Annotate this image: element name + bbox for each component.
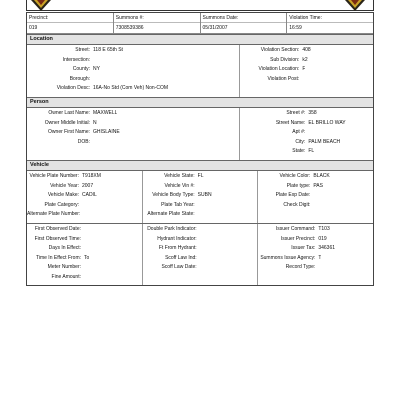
location-right-col — [240, 45, 373, 97]
location-field: Violation Location: F — [258, 66, 306, 73]
person-right-col — [240, 108, 373, 160]
summons-date-cell — [201, 13, 288, 33]
vehicle-field: Alternate Plate State: — [147, 211, 195, 218]
person-field: Street Name: EL BRILLO WAY — [275, 119, 346, 126]
precinct-label: Precinct: — [27, 13, 113, 23]
vehicle-field: Vehicle Body Type: SUBN — [152, 192, 212, 199]
vehicle-field: Plate Tab Year: — [161, 201, 195, 208]
observation-field: Days In Effect: — [48, 245, 81, 252]
vehicle-field: Vehicle Color: BLACK — [279, 172, 330, 179]
violation-time-label: Violation Time: — [287, 13, 373, 23]
observation-field: First Observed Time: — [34, 235, 81, 242]
observation-field: Meter Number: — [47, 264, 81, 271]
person-field: DOB: — [77, 138, 90, 145]
vehicle-field: Plate Category: — [44, 201, 79, 208]
person-field: Owner First Name: GHISLAINE — [48, 129, 120, 136]
vehicle-field: Vehicle State: FL — [164, 172, 204, 179]
person-section-title: Person — [27, 97, 373, 108]
vehicle-section-title: Vehicle — [27, 160, 373, 171]
person-field: State: FL — [292, 148, 315, 155]
person-field: Street #: 358 — [286, 109, 317, 116]
observation-field: Scoff Law Ind: — [165, 254, 197, 261]
precinct-value: 019 — [29, 25, 38, 31]
vehicle-field: Vehicle Make: CADIL — [47, 192, 97, 199]
observation-col-1 — [27, 224, 143, 286]
observation-field: Double Park Indicator: — [147, 225, 197, 232]
vehicle-field: Plate type: PAS — [286, 182, 323, 189]
person-field: Owner Last Name: MAXWELL — [48, 109, 118, 116]
summons-number-value: 7308539386 — [115, 25, 144, 31]
person-field: Apt #: — [292, 129, 306, 136]
person-section — [27, 108, 373, 160]
person-left-col — [27, 108, 240, 160]
observation-col-2 — [143, 224, 259, 286]
observation-field: Issuer Tax: 346361 — [291, 245, 336, 252]
location-field: Violation Post: — [267, 75, 300, 82]
observation-field: Issuer Command: T103 — [275, 225, 330, 232]
observation-field: Ft From Hydrant: — [158, 245, 197, 252]
vehicle-section — [27, 171, 373, 223]
location-field: County: NY — [72, 66, 100, 73]
summary-row — [27, 13, 373, 34]
summons-number-label: Summons #: — [114, 13, 200, 23]
observation-field: First Observed Date: — [34, 225, 81, 232]
location-section-title: Location — [27, 34, 373, 45]
observation-field: Scoff Law Date: — [161, 264, 197, 271]
location-field: Sub Division: k2 — [270, 56, 308, 63]
precinct-cell — [27, 13, 114, 33]
observation-field: Time In Effect From: To — [35, 254, 90, 261]
header-band — [26, 0, 374, 11]
vehicle-field: Vehicle Plate Number: T918XM — [29, 172, 101, 179]
location-field: Violation Section: 408 — [260, 47, 311, 53]
summons-date-value: 05/31/2007 — [202, 25, 228, 31]
vehicle-col-2 — [143, 171, 259, 223]
observation-field: Issuer Precinct: 019 — [280, 235, 327, 242]
location-field: Intersection: — [62, 56, 90, 63]
vehicle-field: Vehicle Year: 2007 — [50, 182, 94, 189]
vehicle-col-1 — [27, 171, 143, 223]
person-field: Owner Middle Initial: N — [44, 119, 97, 126]
vehicle-col-3 — [258, 171, 373, 223]
location-field: Borough: — [69, 75, 90, 82]
vehicle-field: Plate Exp Date: — [275, 192, 311, 199]
summons-number-cell — [114, 13, 201, 33]
summons-form — [26, 12, 374, 286]
observation-section — [27, 223, 373, 286]
vehicle-field: Alternate Plate Number: — [27, 211, 81, 218]
violation-time-cell — [287, 13, 373, 33]
observation-field: Hydrant Indicator: — [157, 235, 197, 242]
violation-time-value: 16:59 — [289, 25, 302, 31]
person-field: City: PALM BEACH — [295, 138, 341, 145]
vehicle-field: Vehicle Vin #: — [164, 182, 195, 189]
emblem-left-icon — [30, 0, 52, 11]
location-left-col — [27, 45, 240, 97]
location-field: Street: 118 E 65th St — [75, 47, 123, 53]
observation-field: Summons Issue Agency: T — [260, 254, 322, 261]
observation-col-3 — [258, 224, 373, 286]
emblem-right-icon — [344, 0, 366, 11]
vehicle-field: Check Digit: — [283, 201, 311, 208]
observation-field: Record Type: — [285, 264, 316, 271]
location-field: Violation Desc: 16A-No Std (Com Veh) Non-COM — [56, 85, 169, 92]
location-section — [27, 45, 373, 97]
observation-field: Fine Amount: — [51, 273, 81, 280]
summons-date-label: Summons Date: — [201, 13, 287, 23]
